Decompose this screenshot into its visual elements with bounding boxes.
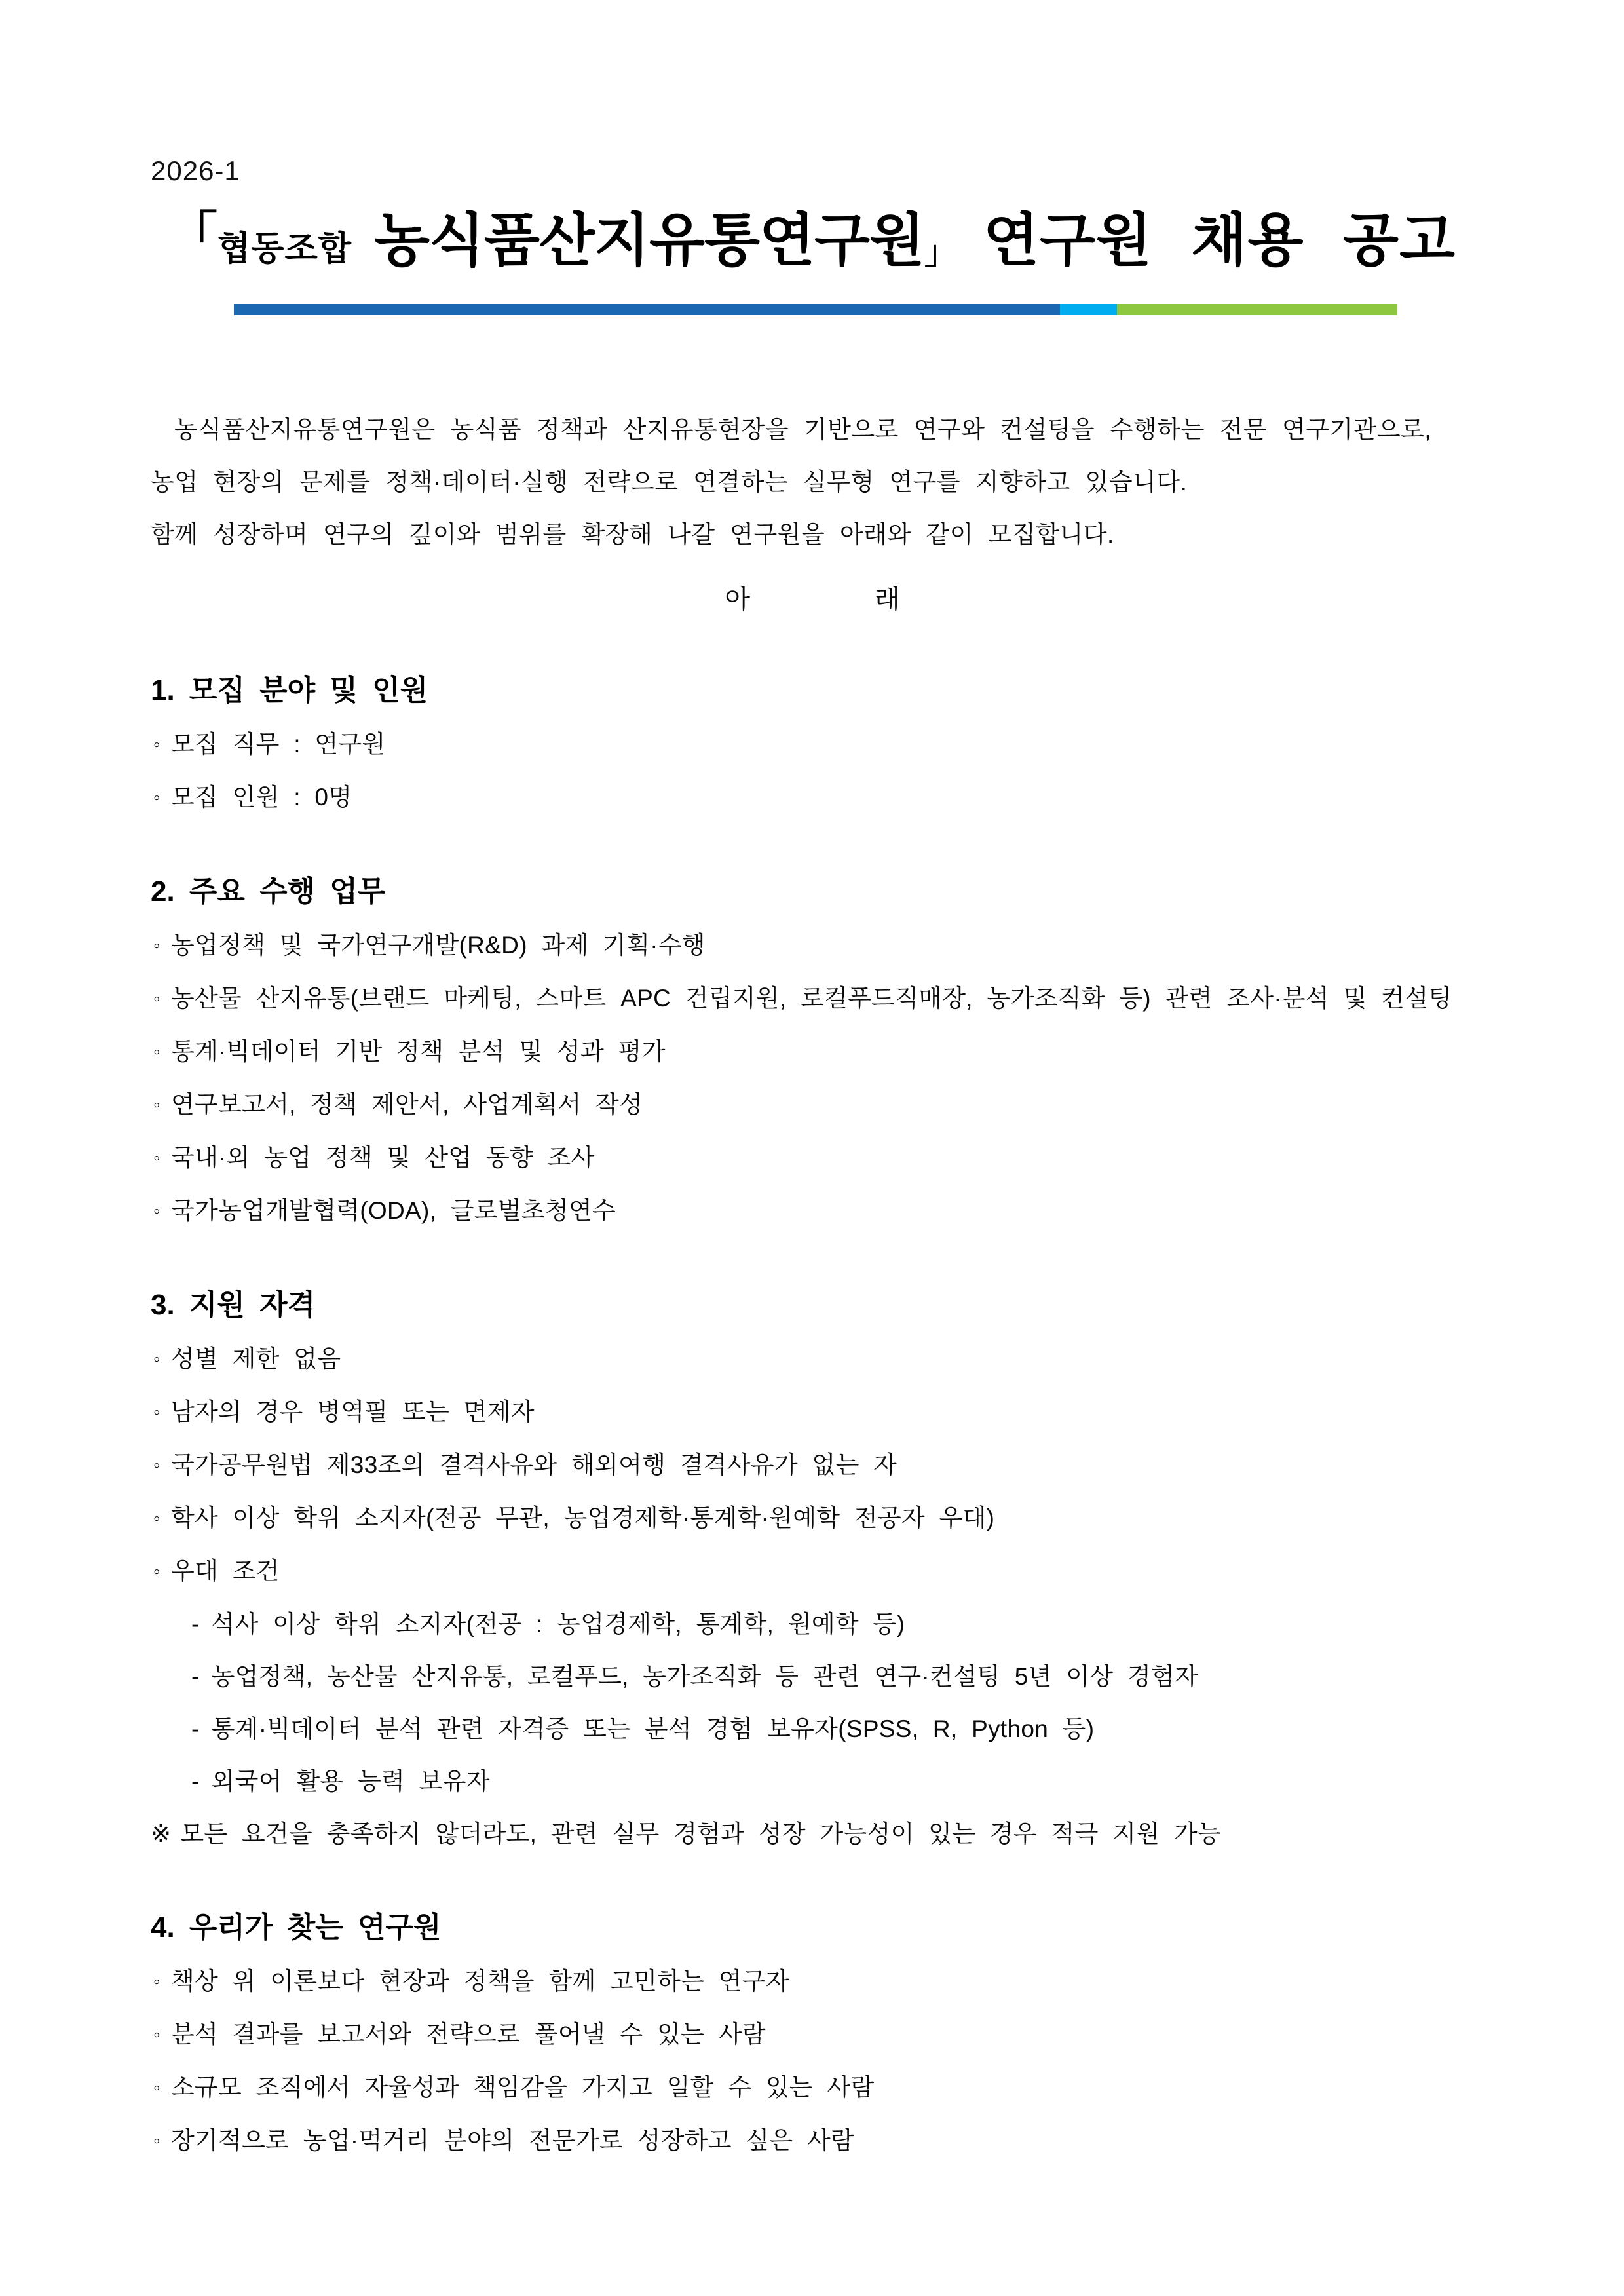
bullet-item [151, 2114, 1474, 2168]
bullet-marker: ◦ [153, 988, 161, 1010]
title-open-bracket: 「 [169, 207, 217, 261]
bullet-item [151, 1651, 1474, 1703]
section-2 [151, 864, 1474, 1238]
intro-line: 농업 현장의 문제를 정책·데이터·실행 전략으로 연결하는 실무형 연구를 지향하고 있습니다. [151, 469, 1188, 495]
section-heading: 4. 우리가 찾는 연구원 [151, 1911, 442, 1943]
note-marker: ※ [151, 1820, 172, 1847]
bullet-marker: ◦ [153, 734, 161, 756]
bullet-item [151, 2008, 1474, 2061]
bullet-marker: ◦ [153, 2077, 161, 2099]
bullet-text: 학사 이상 학위 소지자(전공 무관, 농업경제학·통계학·원예학 전공자 우대) [170, 1504, 995, 1531]
bullet-marker: ◦ [153, 1455, 161, 1476]
bullet-item [151, 1598, 1474, 1651]
bullet-item [151, 1755, 1474, 1808]
section-3 [151, 1277, 1474, 1860]
bullet-text: 농업정책, 농산물 산지유통, 로컬푸드, 농가조직화 등 관련 연구·컨설팅 5년 이상 경험자 [211, 1663, 1199, 1690]
bullet-marker: ◦ [153, 1402, 161, 1423]
section-1 [151, 662, 1474, 824]
bullet-text: 남자의 경우 병역필 또는 면제자 [170, 1398, 535, 1425]
bullet-marker: ◦ [153, 1094, 161, 1116]
bullet-text: 농산물 산지유통(브랜드 마케팅, 스마트 APC 건립지원, 로컬푸드직매장, 농가조직화 등) 관련 조사·분석 및 컨설팅 [170, 985, 1452, 1012]
bullet-text: 농업정책 및 국가연구개발(R&D) 과제 기획·수행 [170, 932, 706, 959]
bullet-text: 우대 조건 [170, 1558, 280, 1584]
bullet-item [151, 1703, 1474, 1755]
section-4 [151, 1900, 1474, 2168]
title-org-prefix: 협동조합 [217, 230, 352, 268]
page-title [151, 197, 1474, 295]
bullet-marker: ◦ [153, 787, 161, 809]
bullet-text: 통계·빅데이터 분석 관련 자격증 또는 분석 경험 보유자(SPSS, R, Python 등) [211, 1715, 1095, 1742]
bullet-text: 국가농업개발협력(ODA), 글로벌초청연수 [170, 1197, 616, 1224]
bullet-item [151, 2061, 1474, 2114]
bullet-item [151, 1132, 1474, 1185]
bullet-item [151, 771, 1474, 824]
bar-segment-cyan [1060, 304, 1117, 315]
bullet-item [151, 1079, 1474, 1132]
bullet-item [151, 1439, 1474, 1492]
bullet-text: 장기적으로 농업·먹거리 분야의 전문가로 성장하고 싶은 사람 [170, 2127, 855, 2154]
bullet-item [151, 1545, 1474, 1598]
bullet-marker: ◦ [153, 1508, 161, 1529]
bullet-marker: - [191, 1663, 200, 1690]
bullet-text: 국내·외 농업 정책 및 산업 동향 조사 [170, 1144, 595, 1171]
bullet-marker: ◦ [153, 1349, 161, 1370]
bullet-text: 통계·빅데이터 기반 정책 분석 및 성과 평가 [170, 1038, 666, 1065]
title-close-bracket: 」 [924, 235, 958, 271]
below-label-left: 아 [725, 584, 750, 614]
bullet-marker: - [191, 1611, 200, 1637]
bullet-item [151, 1025, 1474, 1079]
below-label-right: 래 [875, 584, 900, 614]
bullet-item [151, 919, 1474, 972]
bullet-marker: ◦ [153, 2024, 161, 2046]
bar-segment-green [1117, 304, 1397, 315]
bullet-item [151, 718, 1474, 771]
bullet-item [151, 1333, 1474, 1386]
sections-container [151, 662, 1474, 2168]
note-item [151, 1808, 1474, 1860]
bullet-text: 외국어 활용 능력 보유자 [211, 1768, 490, 1795]
bullet-marker: - [191, 1768, 200, 1795]
bullet-marker: ◦ [153, 1561, 161, 1582]
below-label [151, 571, 1474, 623]
bar-segment-blue [234, 304, 1060, 315]
bullet-marker: ◦ [153, 1200, 161, 1222]
bullet-marker: ◦ [153, 2130, 161, 2152]
bullet-item [151, 1386, 1474, 1439]
intro-line: 함께 성장하며 연구의 깊이와 범위를 확장해 나갈 연구원을 아래와 같이 모집합니다. [151, 521, 1114, 548]
bullet-text: 국가공무원법 제33조의 결격사유와 해외여행 결격사유가 없는 자 [170, 1451, 897, 1478]
bullet-item [151, 1492, 1474, 1545]
intro-line: 농식품산지유통연구원은 농식품 정책과 산지유통현장을 기반으로 연구와 컨설팅을 수행하는 전문 연구기관으로, [174, 416, 1432, 443]
section-heading: 1. 모집 분야 및 인원 [151, 674, 428, 706]
bullet-item [151, 1185, 1474, 1238]
bullet-marker: ◦ [153, 1041, 161, 1063]
section-heading: 2. 주요 수행 업무 [151, 875, 386, 908]
title-underline-bar [234, 304, 1397, 315]
bullet-item [151, 1955, 1474, 2008]
intro-paragraph [151, 404, 1474, 561]
bullet-text: 연구보고서, 정책 제안서, 사업계획서 작성 [170, 1091, 643, 1118]
doc-number: 2026-1 [151, 155, 240, 186]
bullet-text: 분석 결과를 보고서와 전략으로 풀어낼 수 있는 사람 [170, 2021, 766, 2048]
title-suffix: 연구원 채용 공고 [983, 208, 1456, 273]
bullet-text: 석사 이상 학위 소지자(전공 : 농업경제학, 통계학, 원예학 등) [211, 1611, 905, 1637]
bullet-text: 모집 직무 : 연구원 [170, 731, 386, 757]
bullet-text: 책상 위 이론보다 현장과 정책을 함께 고민하는 연구자 [170, 1968, 789, 1995]
bullet-marker: ◦ [153, 935, 161, 957]
section-heading: 3. 지원 자격 [151, 1289, 316, 1321]
bullet-marker: ◦ [153, 1147, 161, 1169]
bullet-text: 모든 요건을 충족하지 않더라도, 관련 실무 경험과 성장 가능성이 있는 경우 적극 지원 가능 [180, 1820, 1221, 1847]
bullet-marker: ◦ [153, 1971, 161, 1993]
title-org-name: 농식품산지유통연구원 [373, 208, 925, 273]
bullet-text: 성별 제한 없음 [170, 1345, 341, 1372]
bullet-text: 모집 인원 : 0명 [170, 784, 352, 811]
bullet-marker: - [191, 1715, 200, 1742]
bullet-item [151, 972, 1474, 1025]
bullet-text: 소규모 조직에서 자율성과 책임감을 가지고 일할 수 있는 사람 [170, 2074, 875, 2101]
